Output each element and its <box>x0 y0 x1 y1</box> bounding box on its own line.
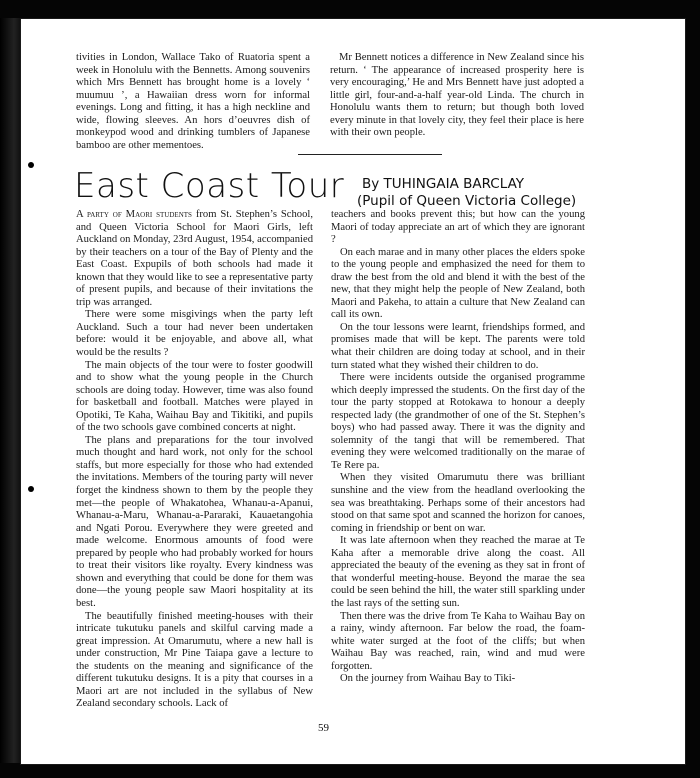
article-paragraph: The main objects of the tour were to foster goodwill and to show what the young people in the Church schools are doing today. However, time was also found for basketball and football. Matches were played in Opotiki, Te Kaha, Waihau Bay and Tikitiki, and pupils of the two schools gave combined concerts at night. <box>76 359 313 434</box>
article-paragraph: It was late afternoon when they reached the marae at Te Kaha after a memorable drive along the coast. All appreciated the beauty of the evening as they sat in front of that wonderful meeting-house. Beyond the marae the sea could be seen behind the hill, the water still sparkling under the last rays of the setting sun. <box>331 535 585 609</box>
article-right-column <box>331 209 585 686</box>
article-paragraph: There were incidents outside the organised programme which deeply impressed the students. On the first day of the tour the party stopped at Rotokawa to honour a deeply respected lady (the grandmother of one of the St. Stephen’s boys) who had passed away. There it was the dignity and solemnity of the tangi that will be remembered. That evening they were welcomed traditionally on the marae of Te Rere pa. <box>331 372 585 471</box>
article-paragraph: On each marae and in many other places the elders spoke to the young people and emphasized the need for them to draw the best from the old and blend it with the best of the new, that they might help the people of New Zealand, both Maori and Pakeha, to attain a culture that New Zealand can call its own. <box>331 246 585 321</box>
article-paragraph: The beautifully finished meeting-houses with their intricate tukutuku panels and skilful carving made a great impression. At Omarumutu, where a new hall is under construction, Mr Pine Taiapa gave a lecture to the students on the meaning and significance of the different tukutuku designs. It is a pity that courses in a Maori art are not included in the syllabus of New Zealand secondary schools. Lack of <box>76 610 313 710</box>
continued-paragraph: tivities in London, Wallace Tako of Ruatoria spent a week in Honolulu with the Bennetts. Among souvenirs which Mrs Bennett has brought home is a lovely ‘ muumuu ’, a Hawaiian dress worn for informal evenings. Long and fitting, it has a high neckline and wide, flowing sleeves. An hors d’oeuvres dish of monkeypod wood and drinking tumblers of Japanese bamboo are other mementoes. <box>76 52 310 151</box>
bennett-paragraph: Mr Bennett notices a difference in New Zealand since his return. ‘ The appearance of increased prosperity here is very encouraging,’ He and Mrs Bennett have just adopted a little girl, four-and-a-half year-old Linda. The church in Honolulu wants them to return; but though both loved every minute in that lovely city, they feel their place is here with their own people. <box>330 52 584 139</box>
binding-hole <box>28 486 34 492</box>
lead-in-smallcaps: A party of Maori students <box>76 209 192 220</box>
article-title: East Coast Tour <box>74 166 345 206</box>
article-paragraph: Then there was the drive from Te Kaha to Waihau Bay on a rainy, windy afternoon. Far below the road, the foam-white water surged at the foot of the cliffs; but when Waihau Bay was reached, rain, wind and mud were forgotten. <box>331 610 585 672</box>
binding-hole <box>28 162 34 168</box>
article-paragraph: On the journey from Waihau Bay to Tiki- <box>340 673 516 685</box>
page-number: 59 <box>318 722 329 734</box>
top-left-column <box>76 52 310 152</box>
article-left-column <box>76 209 313 711</box>
article-paragraph: When they visited Omarumutu there was brilliant sunshine and the view from the headland overlooking the sea was breathtaking. Perhaps some of their ancestors had stood on that same spot and scanned the horizon for canoes, coming in friendship or bent on war. <box>331 472 585 534</box>
article-paragraph: A party of Maori students from St. Stephen’s School, and Queen Victoria School for Maori Girls, left Auckland on Monday, 23rd August, 1954, accompanied by their teachers on a tour of the Bay of Plenty and the East Coast. Expupils of both schools had made it known that they would like to see a representative party of present pupils, and because of their invitations the trip was arranged. <box>76 209 313 308</box>
article-paragraph: The plans and preparations for the tour involved much thought and hard work, not only for the school staffs, but more especially for those who had extended the invitations. Members of the touring party will never forget the kindness shown to them by the people they met—the people of Whakatohea, Whanau-a-Apanui, Whanau-a-Maru, Whanau-a-Pararaki, Kauaetangohia and Ngati Porou. Everywhere they were greeted and made welcome. Enormous amounts of food were prepared by people who had probably worked for hours to treat their visitors like royalty. Every kindness was shown and everything that could be done for them was done—the young people saw Maori hospitality at its best. <box>76 434 313 609</box>
top-right-column <box>330 52 584 140</box>
article-paragraph: teachers and books prevent this; but how can the young Maori of today appreciate an art of which they are ignorant ? <box>331 209 585 246</box>
section-divider <box>298 154 442 155</box>
article-paragraph: There were some misgivings when the party left Auckland. Such a tour had never been undertaken before: would it be enjoyable, and above all, what would be the results ? <box>76 309 313 359</box>
book-binding-edge <box>0 18 20 763</box>
author-affiliation: (Pupil of Queen Victoria College) <box>357 193 577 209</box>
article-byline: By TUHINGAIA BARCLAY <box>362 176 524 192</box>
article-paragraph: On the tour lessons were learnt, friendships formed, and promises made that will be kept. The parents were told what their children are doing today at school, and in their turn stated what they wished their children to do. <box>331 321 585 371</box>
